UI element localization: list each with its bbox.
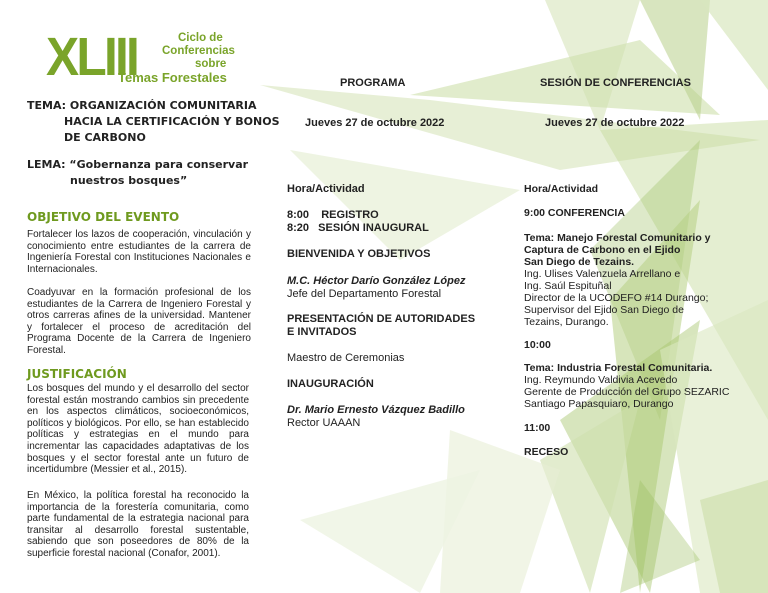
logo-line-3: sobre (195, 58, 227, 70)
programa-presentacion-1: PRESENTACIÓN DE AUTORIDADES (287, 313, 476, 325)
sesion-time-3: 11:00 (524, 422, 551, 434)
tema-line-1: TEMA: ORGANIZACIÓN COMUNITARIA (27, 99, 257, 112)
programa-hora-label: Hora/Actividad (287, 183, 365, 195)
programa-speaker-1-name: M.C. Héctor Darío González López (287, 275, 466, 287)
sesion-hora-label: Hora/Actividad (524, 183, 599, 195)
programa-speaker-2-role: Rector UAAAN (287, 417, 361, 429)
sesion-receso: RECESO (524, 446, 569, 458)
sesion-ponente-2-line-1: Ing. Reymundo Valdivia Acevedo (524, 374, 678, 386)
justificacion-para-1: Los bosques del mundo y el desarrollo del sector forestal están mostrando cambios sin precedente en los aspectos climáticos, socioeconómicos, políticos y biológicos. Por ello, se han establecido políticas y estrategias en el mundo para incrementar las capacidades adaptativas de los bosques y el sector forestal ante un futuro de incertidumbre (Messier et al., 2015). (27, 383, 249, 476)
sesion-ponente-2-line-2: Gerente de Producción del Grupo SEZARIC (524, 386, 730, 398)
sesion-conference-time: 9:00 CONFERENCIA (524, 207, 625, 219)
justificacion-para-2: En México, la política forestal ha reconocido la importancia de la forestería comunitaria, como parte fundamental de la estrategia nacional para transitar al desarrollo forestal sustentable, sabiendo que son poseedores de 80% de la superficie forestal nacional (Conafor, 2001). (27, 490, 249, 559)
objetivo-para-1: Fortalecer los lazos de cooperación, vinculación y conocimiento entre estudiantes de la carrera de Ingeniería Forestal con Instituciones Nacionales e Internacionales. (27, 229, 251, 275)
logo-numeral: XLIII (46, 27, 138, 87)
sesion-ponente-1-line-4: Supervisor del Ejido San Diego de (524, 304, 684, 316)
programa-title: PROGRAMA (340, 77, 406, 89)
sesion-ponente-1-line-1: Ing. Ulises Valenzuela Arrellano e (524, 268, 681, 280)
sesion-time-2: 10:00 (524, 339, 551, 351)
sesion-tema-1-line-3: San Diego de Tezains. (524, 256, 635, 268)
programa-inauguracion: INAUGURACIÓN (287, 378, 374, 390)
logo-line-1: Ciclo de (178, 32, 223, 44)
lema-line-1: LEMA: “Gobernanza para conservar (27, 158, 249, 171)
tema-line-2: HACIA LA CERTIFICACIÓN Y BONOS (64, 115, 280, 128)
programa-date: Jueves 27 de octubre 2022 (305, 117, 445, 129)
tema-line-3: DE CARBONO (64, 131, 146, 144)
sesion-ponente-1-line-2: Ing. Saúl Espituñal (524, 280, 612, 292)
sesion-tema-1-line-2: Captura de Carbono en el Ejido (524, 244, 681, 256)
justificacion-title: JUSTIFICACIÓN (27, 367, 127, 381)
programa-registro: 8:00 REGISTRO (287, 209, 379, 221)
programa-bienvenida: BIENVENIDA Y OBJETIVOS (287, 248, 431, 260)
programa-maestro: Maestro de Ceremonias (287, 352, 405, 364)
sesion-ponente-2-line-3: Santiago Papasquiaro, Durango (524, 398, 674, 410)
sesion-title: SESIÓN DE CONFERENCIAS (540, 77, 691, 89)
sesion-ponente-1-line-3: Director de la UCODEFO #14 Durango; (524, 292, 709, 304)
sesion-tema-2: Tema: Industria Forestal Comunitaria. (524, 362, 713, 374)
programa-speaker-2-name: Dr. Mario Ernesto Vázquez Badillo (287, 404, 465, 416)
programa-speaker-1-role: Jefe del Departamento Forestal (287, 288, 442, 300)
programa-sesion-inaugural: 8:20 SESIÓN INAUGURAL (287, 222, 429, 234)
objetivo-para-2: Coadyuvar en la formación profesional de los estudiantes de la Carrera de Ingeniero Forestal y otros carreras afines de la universidad. Mantener y fortalecer el proceso de acreditación del Programa Docente de la Carrera de Ingeniero Forestal. (27, 287, 251, 356)
objetivo-title: OBJETIVO DEL EVENTO (27, 210, 180, 224)
logo-line-4: Temas Forestales (118, 70, 227, 85)
sesion-tema-1-line-1: Tema: Manejo Forestal Comunitario y (524, 232, 711, 244)
programa-presentacion-2: E INVITADOS (287, 326, 357, 338)
sesion-date: Jueves 27 de octubre 2022 (545, 117, 685, 129)
logo-line-2: Conferencias (162, 45, 235, 57)
sesion-ponente-1-line-5: Tezains, Durango. (524, 316, 609, 328)
lema-line-2: nuestros bosques” (70, 174, 188, 187)
